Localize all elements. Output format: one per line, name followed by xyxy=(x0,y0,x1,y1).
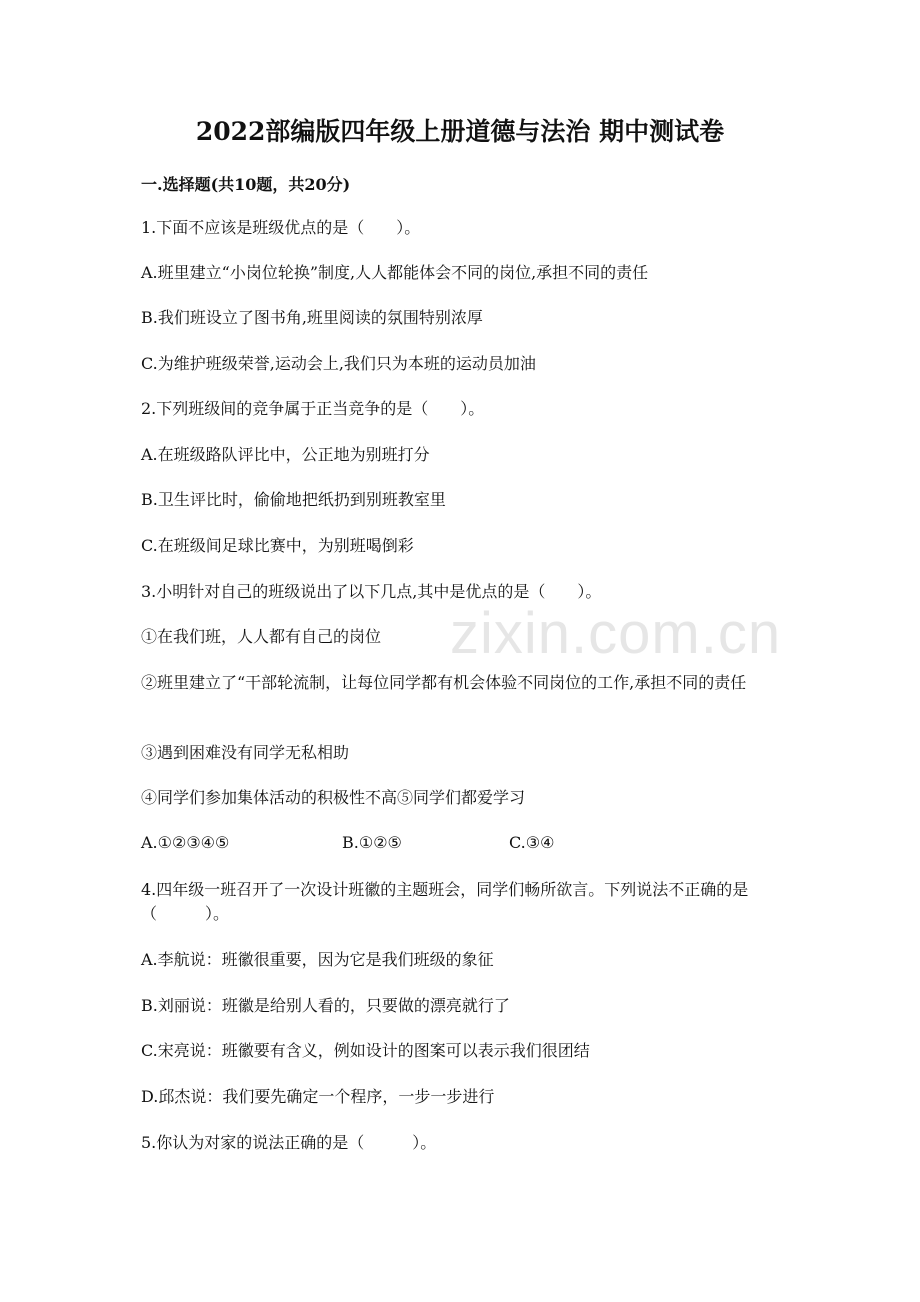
question-3-item-1: ①在我们班，人人都有自己的岗位 xyxy=(141,627,382,646)
question-1-option-a: A.班里建立“小岗位轮换”制度,人人都能体会不同的岗位,承担不同的责任 xyxy=(141,263,649,282)
question-4-option-b: B.刘丽说：班徽是给别人看的，只要做的漂亮就行了 xyxy=(141,996,510,1015)
question-3-item-4: ④同学们参加集体活动的积极性不高⑤同学们都爱学习 xyxy=(141,788,526,807)
question-5-stem: 5.你认为对家的说法正确的是（ ）。 xyxy=(141,1133,437,1152)
exam-title: 2022部编版四年级上册道德与法治 期中测试卷 xyxy=(195,117,725,146)
section-heading: 一.选择题(共10题，共20分) xyxy=(141,175,351,194)
question-1-stem: 1.下面不应该是班级优点的是（ ）。 xyxy=(141,218,421,237)
question-2-option-a: A.在班级路队评比中，公正地为别班打分 xyxy=(141,445,430,464)
watermark: zixin.com.cn xyxy=(450,601,782,666)
question-2-stem: 2.下列班级间的竞争属于正当竞争的是（ ）。 xyxy=(141,399,485,418)
question-3-option-a: A.①②③④⑤ xyxy=(141,833,230,852)
question-3-option-c: C.③④ xyxy=(509,833,555,852)
question-1-option-c: C.为维护班级荣誉,运动会上,我们只为本班的运动员加油 xyxy=(141,354,536,373)
question-3-option-b: B.①②⑤ xyxy=(342,833,402,852)
question-2-option-b: B.卫生评比时，偷偷地把纸扔到别班教室里 xyxy=(141,490,446,509)
question-4-option-c: C.宋亮说：班徽要有含义，例如设计的图案可以表示我们很团结 xyxy=(141,1041,590,1060)
question-1-option-b: B.我们班设立了图书角,班里阅读的氛围特别浓厚 xyxy=(141,308,483,327)
question-3-item-3: ③遇到困难没有同学无私相助 xyxy=(141,743,350,762)
question-3-item-2: ②班里建立了“干部轮流制，让每位同学都有机会体验不同岗位的工作,承担不同的责任 xyxy=(141,673,747,692)
question-4-option-d: D.邱杰说：我们要先确定一个程序，一步一步进行 xyxy=(141,1087,495,1106)
question-2-option-c: C.在班级间足球比赛中，为别班喝倒彩 xyxy=(141,536,414,555)
question-4-option-a: A.李航说：班徽很重要，因为它是我们班级的象征 xyxy=(141,950,494,969)
question-3-stem: 3.小明针对自己的班级说出了以下几点,其中是优点的是（ ）。 xyxy=(141,582,602,601)
question-4-stem: 4.四年级一班召开了一次设计班徽的主题班会，同学们畅所欲言。下列说法不正确的是（ ）。 xyxy=(141,880,749,923)
